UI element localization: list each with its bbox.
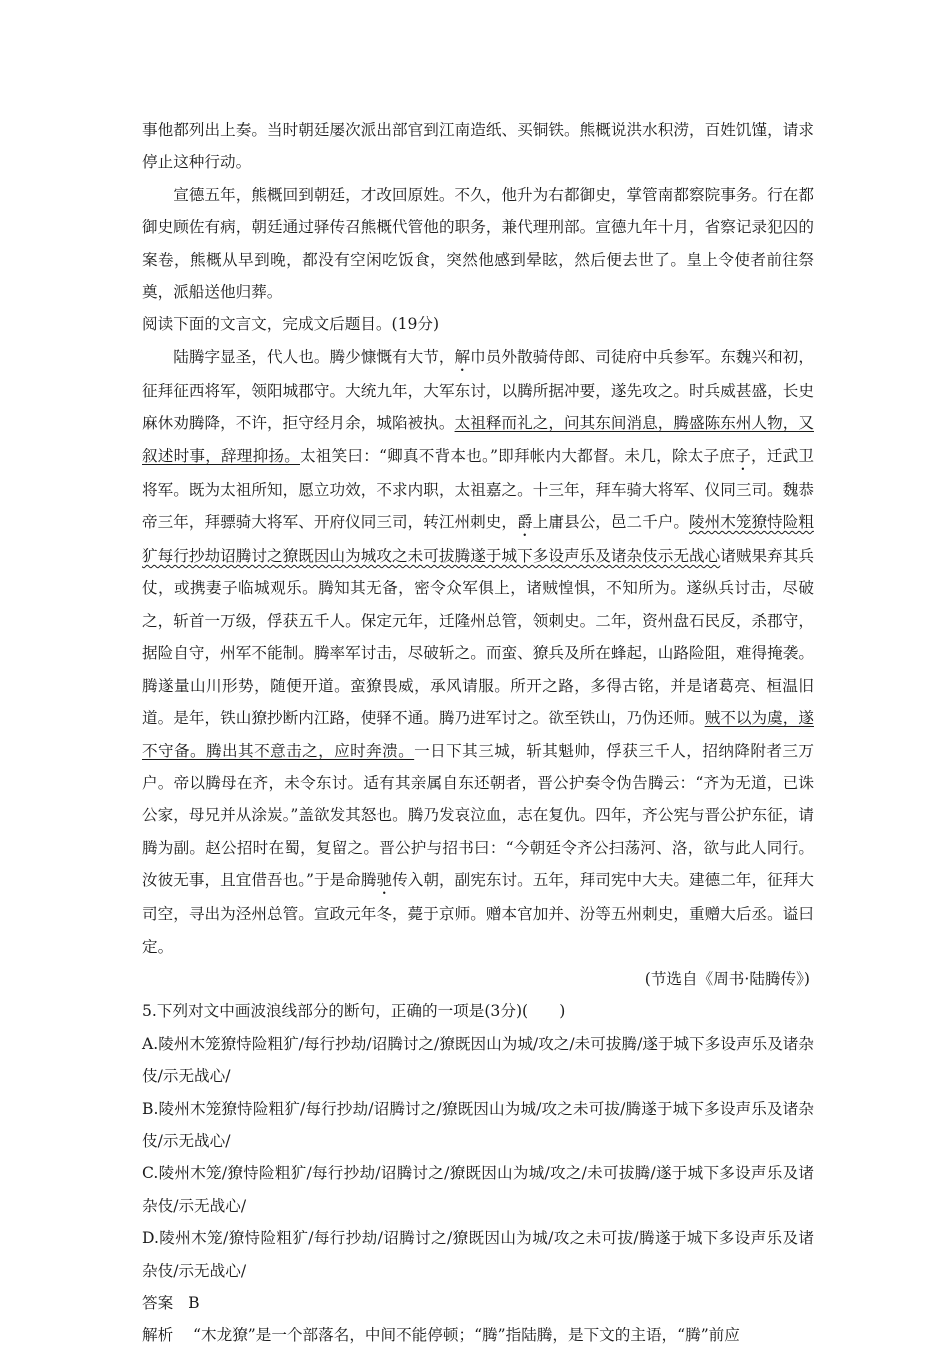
underlined-sentence-2: 贼不以为虞，遂不守备。腾出其不意击之，应时奔溃。 <box>142 709 814 760</box>
option-a: A.陵州木笼獠恃险粗犷/每行抄劫/诏腾讨之/獠既因山为城/攻之/未可拔腾/遂于城下多设声乐及诸杂伎/示无战心/ <box>142 1034 814 1086</box>
answer-label: 答案 <box>142 1294 174 1312</box>
emphasized-char: 驰 <box>376 871 393 890</box>
analysis-line <box>142 1319 814 1351</box>
document-content <box>142 114 814 1352</box>
answer-value: B <box>188 1294 200 1312</box>
passage-text: 上庸县公，邑二千户。 <box>532 513 689 532</box>
translation-paragraph-1: 事他都列出上奏。当时朝廷屡次派出部官到江南造纸、买铜铁。熊概说洪水积涝，百姓饥馑，请求停止这种行动。 <box>142 121 814 172</box>
passage-text: 巾员外散骑侍郎、司徒府中兵参军。东魏兴和初，征拜征西将军，领阳城郡守。大统九年，大军东讨，以腾所据冲要，遂先攻之。时兵威甚盛，长史麻休劝腾降，不许，拒守经月余，城陷被执。 <box>142 347 814 433</box>
analysis-label: 解析 <box>142 1326 174 1345</box>
answer-line <box>142 1287 814 1319</box>
wavy-underlined-section: 陵州木笼獠恃险粗犷每行抄劫诏腾讨之獠既因山为城攻之未可拔腾遂于城下多设声乐及诸杂伎示无战心 <box>142 513 814 566</box>
emphasized-char: 爵 <box>517 513 533 532</box>
emphasized-char: 子 <box>735 446 751 465</box>
passage-text: 诸贼果弃其兵仗，或携妻子临城观乐。腾知其无备，密令众军俱上，诸贼惶惧，不知所为。遂纵兵讨击，尽破之，斩首一万级，俘获五千人。保定元年，迁隆州总管，领刺史。二年，资州盘石民反，杀郡守，据险自守，州军不能制。腾率军讨击，尽破斩之。而蛮、獠兵及所在蜂起，山路险阻，难得掩袭。腾遂量山川形势，随便开道。蛮獠畏威，承风请服。所开之路，多得古铭，并是诸葛亮、桓温旧道。是年，铁山獠抄断内江路，使驿不通。腾乃进军讨之。欲至铁山，乃伪还师。 <box>142 547 814 728</box>
emphasized-char: 解 <box>454 347 471 366</box>
option-d: D.陵州木笼/獠恃险粗犷/每行抄劫/诏腾讨之/獠既因山为城/攻之未可拔/腾遂于城下多设声乐及诸杂伎/示无战心/ <box>142 1229 814 1280</box>
passage-text: 一日下其三城，斩其魁帅，俘获三千人，招纳降附者三万户。帝以腾母在齐，未令东讨。适有其亲属自东还朝者，晋公护奏令伪告腾云：“齐为无道，已诛公家，母兄并从涂炭。”盖欲发其怒也。腾乃发哀泣血，志在复仇。四年，齐公宪与晋公护东征，请腾为副。赵公招时在蜀，复留之。晋公护与招书曰：“今朝廷令齐公扫荡河、洛，欲与此人同行。汝彼无事，且宜借吾也。”于是命腾 <box>142 741 814 890</box>
passage-text: 传入朝，副宪东讨。五年，拜司宪中大夫。建德二年，征拜大司空，寻出为泾州总管。宣政元年冬，薨于京师。赠本官加并、汾等五州刺史，重赠大后丞。谥曰定。 <box>142 871 814 956</box>
option-c: C.陵州木笼/獠恃险粗犷/每行抄劫/诏腾讨之/獠既因山为城/攻之/未可拔腾/遂于城下多设声乐及诸杂伎/示无战心/ <box>142 1164 814 1215</box>
reading-instruction: 阅读下面的文言文，完成文后题目。(19分) <box>142 315 440 334</box>
classical-passage <box>142 341 814 963</box>
translation-paragraph-2: 宣德五年，熊概回到朝廷，才改回原姓。不久，他升为右都御史，掌管南都察院事务。行在都御史顾佐有病，朝廷通过驿传召熊概代管他的职务，兼代理刑部。宣德九年十月，省察记录犯囚的案卷，熊概从早到晚，都没有空闲吃饭食，突然他感到晕眩，然后便去世了。皇上令使者前往祭奠，派船送他归葬。 <box>142 185 814 302</box>
analysis-text: “木龙獠”是一个部落名，中间不能停顿；“腾”指陆腾，是下文的主语，“腾”前应 <box>193 1326 740 1345</box>
passage-text: 太祖笑曰：“卿真不背本也。”即拜帐内大都督。未几，除太子 <box>300 446 720 465</box>
passage-text: ，迁武卫将军。既为太祖所知，愿立功效，不求内职，太祖嘉之。十三年，拜车骑大将军、仪同三司。魏恭帝三年，拜骠骑大将军、开府仪同三司，转江州刺史， <box>142 446 814 532</box>
question-stem: 5.下列对文中画波浪线部分的断句，正确的一项是(3分)( ) <box>142 1002 566 1021</box>
option-b: B.陵州木笼獠恃险粗犷/每行抄劫/诏腾讨之/獠既因山为城/攻之未可拔/腾遂于城下多设声乐及诸杂伎/示无战心/ <box>142 1099 814 1150</box>
passage-text: 陆腾字显圣，代人也。腾少慷慨有大节， <box>173 347 455 366</box>
underlined-sentence-1: 太祖释而礼之，问其东间消息，腾盛陈东州人物，又叙述时事，辞理抑扬。 <box>142 414 814 465</box>
passage-source: (节选自《周书·陆腾传》) <box>644 969 810 988</box>
passage-text: 庶 <box>719 446 736 465</box>
